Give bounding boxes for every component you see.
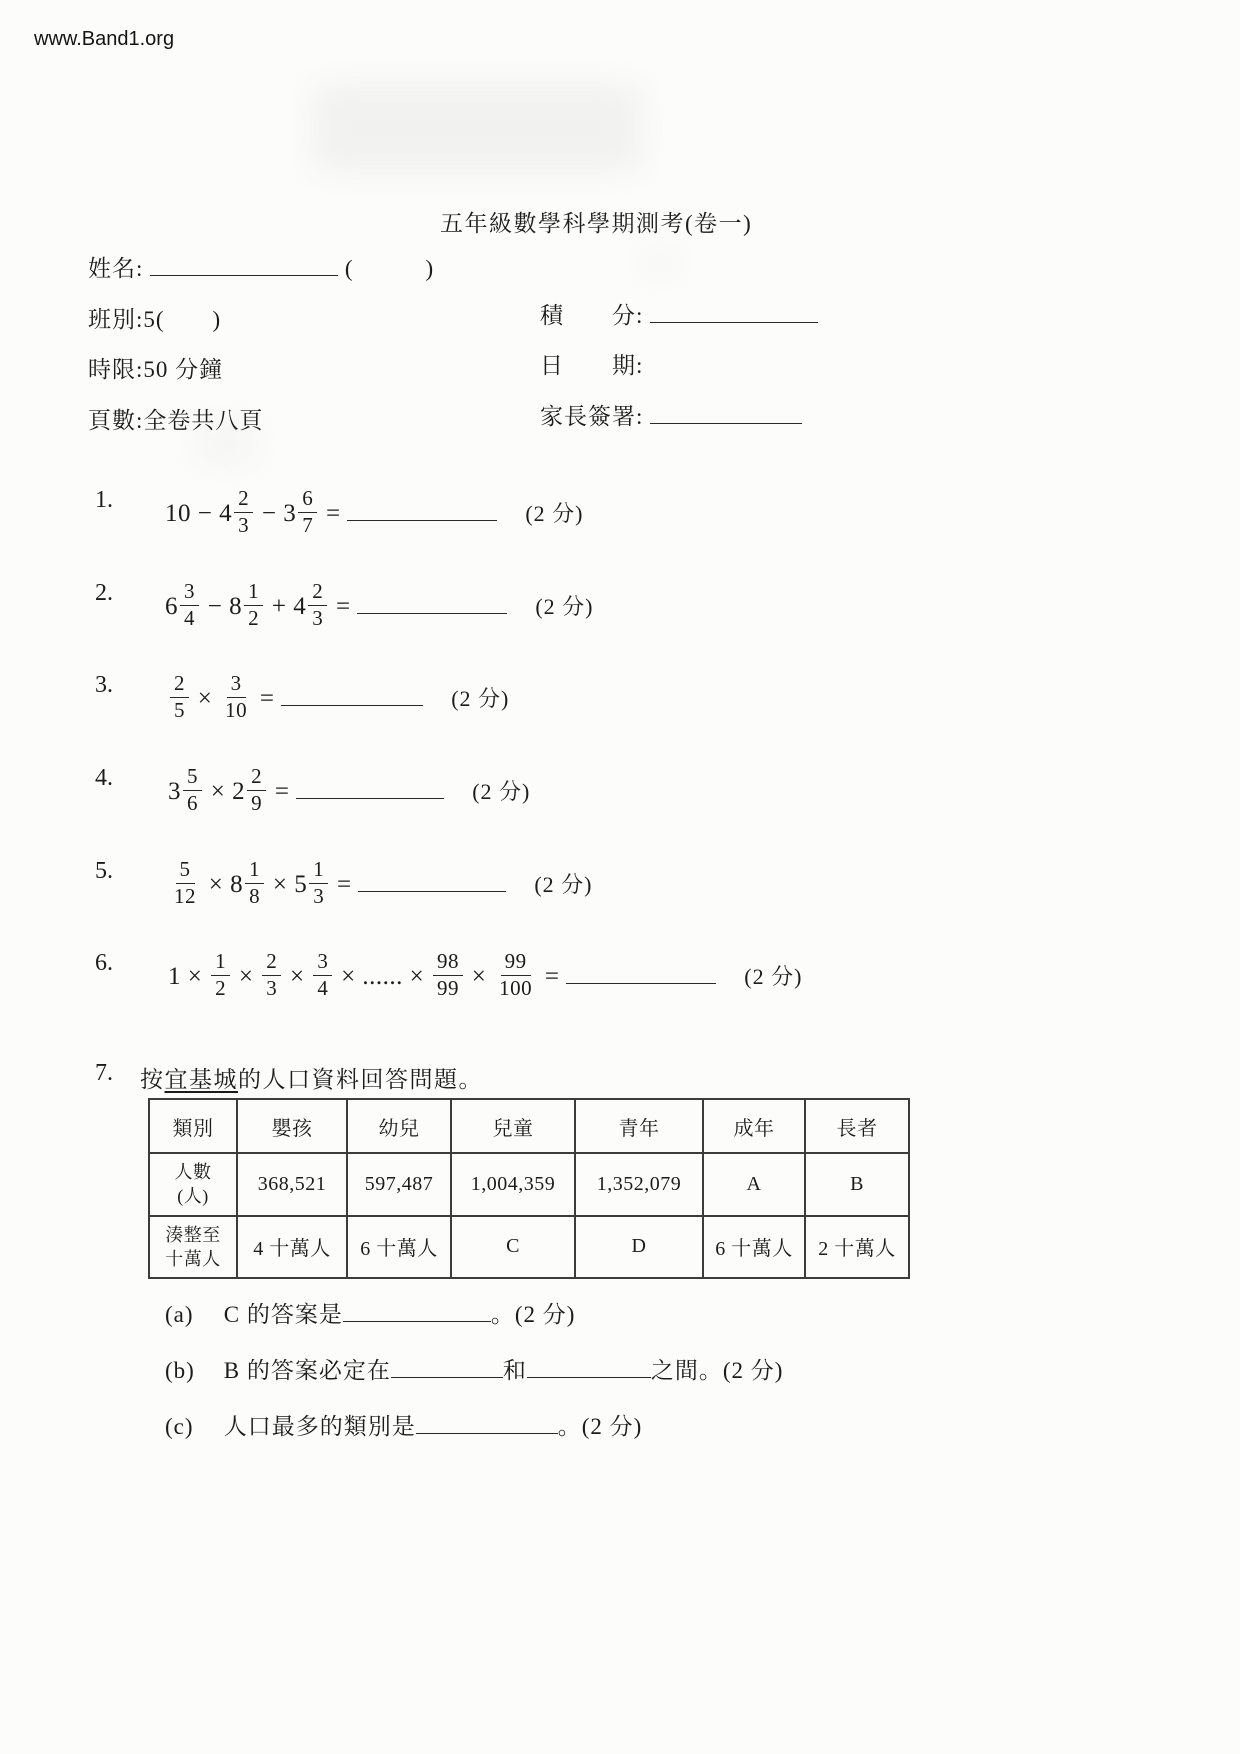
expr-text: = <box>268 777 297 805</box>
population-table <box>148 1098 910 1279</box>
subquestion-b <box>165 1352 783 1385</box>
question-stem <box>140 1061 483 1094</box>
scan-smudge-artifact <box>640 248 680 278</box>
row-label <box>149 1216 237 1279</box>
subquestion-c <box>165 1408 642 1441</box>
question-expression <box>165 579 594 633</box>
table-row <box>149 1216 909 1279</box>
math-expression <box>165 579 507 630</box>
answer-blank <box>296 773 444 799</box>
marks-label: (2 分) <box>535 593 594 619</box>
expr-text: × 8 <box>202 870 244 898</box>
subquestion-text <box>224 1358 784 1383</box>
expr-text: 和 <box>502 1358 527 1383</box>
fraction: $\frac{3}{10}$ <box>225 671 248 722</box>
fraction: $\frac{2}{3}$ <box>262 950 281 1000</box>
row-label <box>149 1153 237 1216</box>
table-cell: 6 十萬人 <box>703 1216 805 1279</box>
expr-text: − 8 <box>201 592 243 620</box>
answer-blank <box>566 958 716 984</box>
col-header: 類別 <box>149 1099 237 1153</box>
row-label-line: 十萬人 <box>165 1248 221 1269</box>
col-header: 兒童 <box>451 1099 575 1153</box>
score-label: 積 分: <box>540 303 644 328</box>
table-cell: 1,352,079 <box>575 1153 703 1216</box>
expr-text: × <box>465 962 494 990</box>
expr-text: 。(2 分) <box>490 1302 576 1327</box>
question-number: 1. <box>95 487 113 513</box>
marks-label: (2 分) <box>451 685 510 711</box>
answer-blank <box>347 495 497 521</box>
table-header-row <box>149 1099 909 1153</box>
expr-text: 人口最多的類別是 <box>223 1414 416 1439</box>
math-expression <box>168 949 716 1000</box>
name-paren: ( ) <box>344 256 435 281</box>
stem-text <box>140 1067 483 1092</box>
name-row <box>88 250 434 283</box>
score-blank <box>650 299 818 323</box>
expr-text: B 的答案必定在 <box>223 1358 391 1383</box>
date-row <box>540 347 643 380</box>
question-expression <box>168 857 593 911</box>
table-cell: 597,487 <box>347 1153 451 1216</box>
expr-text: × ...... × <box>334 962 432 990</box>
fraction: $\frac{6}{7}$ <box>298 487 317 537</box>
question-expression <box>168 949 803 1003</box>
question-expression <box>168 671 510 725</box>
table-cell: C <box>451 1216 575 1279</box>
fraction: $\frac{1}{2}$ <box>211 950 230 1000</box>
math-expression <box>168 857 506 908</box>
marks-label: (2 分) <box>472 778 531 804</box>
question-number: 6. <box>95 950 113 976</box>
name-label: 姓名: <box>88 256 144 281</box>
subquestion-label: (b) <box>165 1358 195 1383</box>
expr-text: 之間。(2 分) <box>650 1358 784 1383</box>
pages-row <box>88 402 263 435</box>
signature-row <box>540 398 802 431</box>
question-expression <box>168 764 531 818</box>
class-row <box>88 301 221 334</box>
expr-text: × 5 <box>266 870 308 898</box>
subquestion-a <box>165 1296 575 1329</box>
expr-text: 的人口資料回答問題。 <box>238 1067 483 1092</box>
fraction: $\frac{99}{100}$ <box>499 949 533 1000</box>
expr-text: = <box>319 499 348 527</box>
fraction: $\frac{3}{4}$ <box>313 950 332 1000</box>
expr-text: × 2 <box>204 777 246 805</box>
question-number: 2. <box>95 580 113 606</box>
col-header: 青年 <box>575 1099 703 1153</box>
question-expression <box>165 486 584 540</box>
table-cell: 4 十萬人 <box>237 1216 347 1279</box>
signature-label: 家長簽署: <box>540 404 644 429</box>
expr-text: = <box>538 962 567 990</box>
answer-blank <box>281 680 423 706</box>
fraction: $\frac{3}{4}$ <box>180 580 199 630</box>
expr-text: + 4 <box>265 592 307 620</box>
subquestion-text <box>224 1414 643 1439</box>
marks-label: (2 分) <box>525 500 584 526</box>
time-label: 時限:50 分鐘 <box>88 357 224 382</box>
table-cell: 2 十萬人 <box>805 1216 909 1279</box>
row-label-line: 人數 <box>174 1162 212 1182</box>
expr-text: 按 <box>140 1067 165 1092</box>
question-number: 3. <box>95 672 113 698</box>
expr-text: × <box>191 684 220 712</box>
table-cell: D <box>575 1216 703 1279</box>
question-number: 7. <box>95 1060 113 1086</box>
expr-text: 1 × <box>168 962 210 990</box>
score-row <box>540 297 818 330</box>
fraction: $\frac{2}{3}$ <box>308 580 327 630</box>
date-label: 日 期: <box>540 353 644 378</box>
fraction: $\frac{1}{2}$ <box>244 580 263 630</box>
math-expression <box>165 486 497 537</box>
fraction: $\frac{2}{9}$ <box>247 765 266 815</box>
table-cell: 1,004,359 <box>451 1153 575 1216</box>
expr-text: = <box>253 684 282 712</box>
math-expression <box>168 764 444 815</box>
fraction: $\frac{2}{5}$ <box>170 672 189 722</box>
name-blank <box>150 252 338 276</box>
expr-text: = <box>330 870 359 898</box>
expr-text: 。(2 分) <box>557 1414 643 1439</box>
table-row <box>149 1153 909 1216</box>
table-cell: 368,521 <box>237 1153 347 1216</box>
col-header: 成年 <box>703 1099 805 1153</box>
subquestion-label: (a) <box>165 1302 194 1327</box>
fraction: $\frac{1}{3}$ <box>309 858 328 908</box>
question-number: 4. <box>95 765 113 791</box>
expr-text: × <box>232 962 261 990</box>
class-label: 班別:5( ) <box>88 307 222 332</box>
underlined-text: 宜基城 <box>164 1067 238 1092</box>
fraction: $\frac{2}{3}$ <box>234 487 253 537</box>
expr-text: 3 <box>168 777 181 805</box>
marks-label: (2 分) <box>534 871 593 897</box>
expr-text: 10 − 4 <box>165 499 233 527</box>
expr-text: × <box>283 962 312 990</box>
expr-text: = <box>329 592 358 620</box>
question-number: 5. <box>95 858 113 884</box>
watermark: www.Band1.org <box>34 28 175 50</box>
expr-text: C 的答案是 <box>223 1302 343 1327</box>
row-label-line: 湊整至 <box>165 1224 221 1245</box>
table-cell: A <box>703 1153 805 1216</box>
table-cell: 6 十萬人 <box>347 1216 451 1279</box>
col-header: 嬰孩 <box>237 1099 347 1153</box>
answer-blank <box>357 588 507 614</box>
answer-blank <box>416 1410 558 1434</box>
answer-blank <box>527 1354 651 1378</box>
fraction: $\frac{5}{12}$ <box>174 857 196 908</box>
answer-blank <box>358 866 506 892</box>
fraction: $\frac{1}{8}$ <box>245 858 264 908</box>
col-header: 幼兒 <box>347 1099 451 1153</box>
answer-blank <box>391 1354 503 1378</box>
scan-shadow-artifact <box>312 84 642 172</box>
pages-label: 頁數:全卷共八頁 <box>88 408 264 433</box>
expr-text: − 3 <box>255 499 297 527</box>
math-expression <box>168 671 423 722</box>
row-label-line: (人) <box>177 1186 209 1207</box>
answer-blank <box>343 1298 491 1322</box>
expr-text: 6 <box>165 592 178 620</box>
signature-blank <box>650 400 802 424</box>
fraction: $\frac{5}{6}$ <box>183 765 202 815</box>
fraction: $\frac{98}{99}$ <box>433 950 463 1000</box>
col-header: 長者 <box>805 1099 909 1153</box>
subquestion-label: (c) <box>165 1414 194 1439</box>
page-title: 五年級數學科學期測考(卷一) <box>440 211 753 236</box>
table-cell: B <box>805 1153 909 1216</box>
time-row <box>88 351 223 384</box>
marks-label: (2 分) <box>744 963 803 989</box>
subquestion-text <box>224 1302 576 1327</box>
